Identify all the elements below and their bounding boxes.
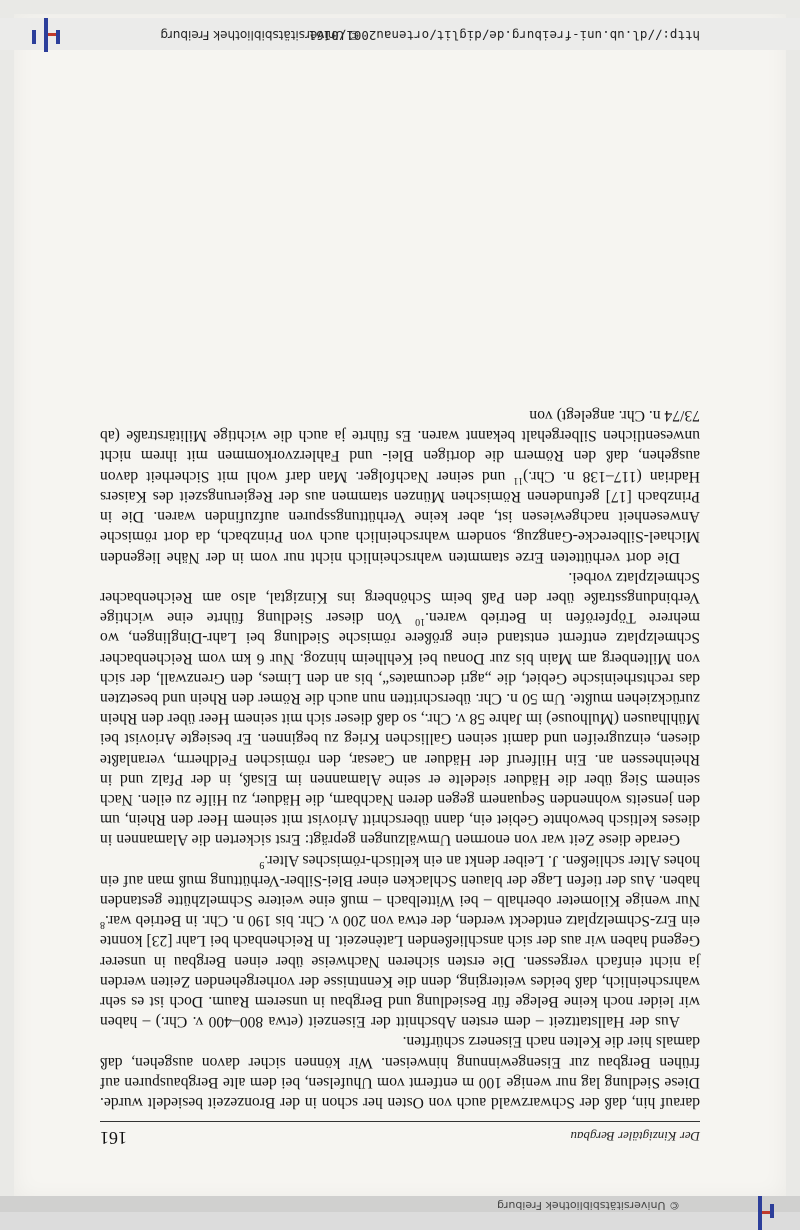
logo-icon [28,18,64,52]
footnote-marker[interactable]: 11 [513,474,524,486]
bottom-strip [0,1196,800,1212]
footnote-marker[interactable]: 8 [100,919,105,931]
header-rule [100,1121,700,1122]
permalink[interactable]: http://dl.ub.uni-freiburg.de/diglit/ortenau2001/0161 [308,28,700,43]
paragraph: Gerade diese Zeit war von enormen Umwälzungen geprägt: Erst sickerten die Alamannen in dieses keltisch bewohnte Gebiet ein, dann überschritt Ariovist mit seinem Heer den Rhein, um den jenseits wohnenden Sequanern gegen deren Nachbarn, die Häduer, zu Hilfe zu eilen. Nach seinem Sieg über die Häduer siedelte er seine Alamannen im Elsaß, in der Pfalz und in Rheinhessen an. Ein Hilferuf der Häduer an Caesar, den römischen Feldherrn, veranlaßte diesen, einzugreifen und damit seinen Gallischen Krieg zu beginnen. Er besiegte Ariovist bei Mühlhausen (Mulhouse) im Jahre 58 v. Chr., so daß dieser sich mit seinem Heer über den Rhein zurückziehen mußte. Um 50 n. Chr. überschritten nun auch die Römer den Rhein und besetzten das rechtsrheinische Gebiet, die „agri decumates“, bis an den Limes, den Grenzwall, der sich von Miltenberg am Main bis zur Donau bei Kehlheim hinzog. Nur 6 km vom Reichenbacher Schmelzplatz entfernt entstand eine größere römische Siedlung bei Lahr-Dinglingen, wo mehrere Töpferöfen in Betrieb waren.$^{10}$ Von dieser Siedlung führte eine wichtige Verbindungsstraße über den Paß beim Schönberg ins Kinzigtal, also am Reichenbacher Schmelzplatz vorbei. [100,568,700,849]
footnote-marker[interactable]: 10 [415,616,426,628]
copyright-notice: © Universitätsbibliothek Freiburg [160,28,360,42]
page-number: 161 [100,1128,127,1148]
body-text [100,405,700,1112]
citation-bar [0,18,800,50]
footnote-marker[interactable]: 9 [259,858,265,870]
paragraph: Die dort verhütteten Erze stammten wahrscheinlich nicht nur vom in der Nähe liegenden Michael-Silberecke-Gangzug, sondern wahrscheinlich auch von Prinzbach, da dort römische Anwesenheit nachgewiesen ist, aber keine Verhüttungsspuren aufzufinden waren. Die in Prinzbach [17] gefundenen Römischen Münzen stammen aus der Regierungszeit des Kaisers Hadrian (117–138 n. Chr.)$^{11}$ und seiner Nachfolger. Man darf wohl mit Sicherheit davon ausgehen, daß den Römern die dortigen Blei- und Fahlerzvorkommen mit ihrem nicht unwesentlichen Silbergehalt bekannt waren. Es führte ja auch die wichtige Militärstraße (ab 73/74 n. Chr. angelegt) von [100,407,700,566]
paragraph: darauf hin, daß der Schwarzwald auch von Osten her schon in der Bronzezeit besiedelt wurde. Diese Siedlung lag nur wenige 100 m entfernt vom Uhufelsen, bei dem alte Bergbauspuren auf frühen Bergbau zur Eisengewinnung hinweisen. Wir können sicher davon ausgehen, daß damals hier die Kelten nach Eisenerz schürften. [100,1033,700,1111]
running-title: Der Kinzigtäler Bergbau [570,1129,700,1144]
logo-icon [742,1196,778,1230]
paragraph: Aus der Hallstattzeit – dem ersten Abschnitt der Eisenzeit (etwa 800–400 v. Chr.) – haben wir leider noch keine Belege für Besiedlung und Bergbau in unserem Raum. Doch ist es sehr wahrscheinlich, daß beides weiterging, denn die Kenntnisse der vorhergehenden Zeiten werden ja nicht einfach vergessen. Die ersten sicheren Nachweise über einen Bergbau in unserer Gegend haben wir aus der sich anschließenden Latènezeit. In Reichenbach bei Lahr [23] konnte ein Erz-Schmelzplatz entdeckt werden, der etwa von 200 v. Chr. bis 190 n. Chr. in Betrieb war.$^8$ Nur wenige Kilometer oberhalb – bei Wittelbach – muß eine weitere Schmelzhütte gestanden haben. Aus der tiefen Lage der blauen Schlacken einer Blei-Silber-Verhüttung muß man auf ein hohes Alter schließen. J. Leiber denkt an ein keltisch-römisches Alter.$^9$ [100,851,700,1031]
bottom-strip-text: © Universitätsbibliothek Freiburg [497,1199,680,1212]
